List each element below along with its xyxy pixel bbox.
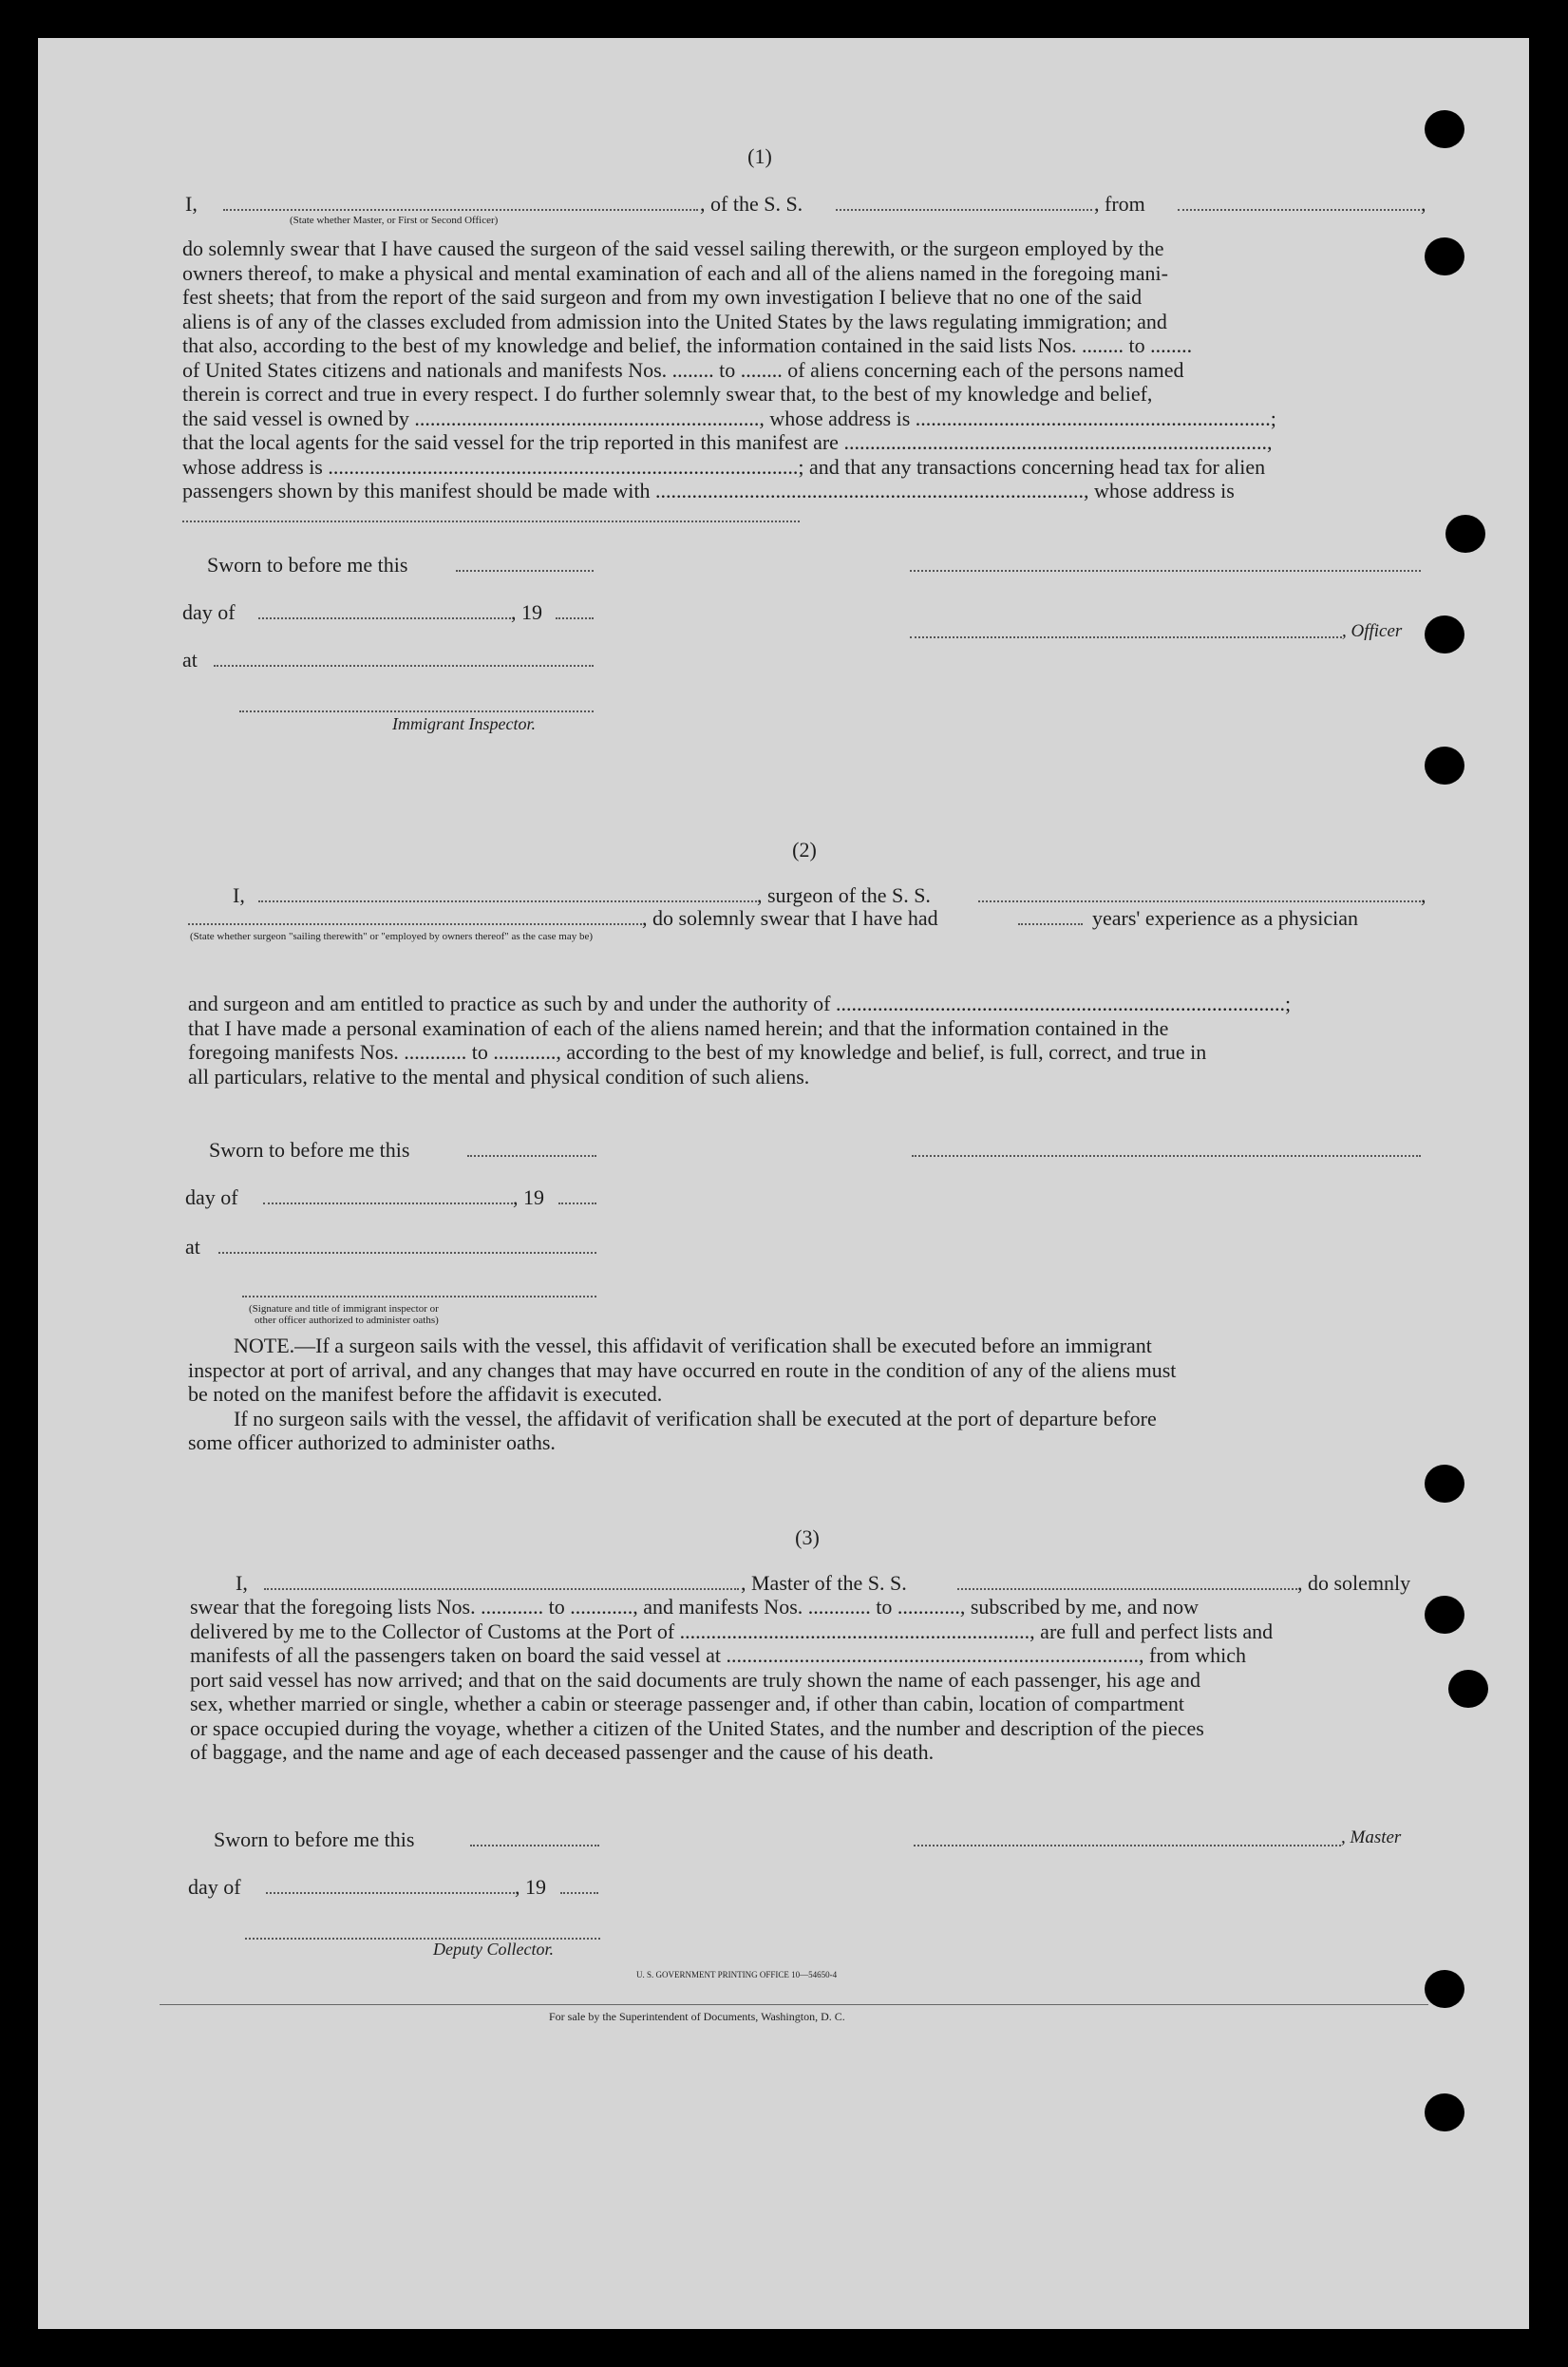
year-line[interactable] (558, 1202, 596, 1204)
day-of-line[interactable] (266, 1892, 515, 1894)
section-3-body (190, 1595, 1426, 1765)
from-label: , from (1094, 192, 1145, 216)
master-name-line[interactable] (264, 1588, 739, 1590)
year-line[interactable] (560, 1892, 598, 1894)
punch-hole (1425, 237, 1464, 275)
body-line: foregoing manifests Nos. ............ to ............, according to the best of my knowledge and belief, is full, correct, and true in (188, 1040, 1207, 1064)
years-line[interactable] (1018, 923, 1083, 925)
section-2-i: I, (233, 883, 245, 907)
signature-hint: (Signature and title of immigrant inspector or (249, 1303, 439, 1315)
signature-hint: other officer authorized to administer oaths) (255, 1315, 439, 1326)
years-label: years' experience as a physician (1092, 906, 1359, 930)
swear-label: , do solemnly swear that I have had (642, 906, 938, 930)
vessel-field-line[interactable] (836, 209, 1092, 211)
body-line: that the local agents for the said vessel for the trip reported in this manifest are ................................................................................., (182, 430, 1273, 454)
body-line: or space occupied during the voyage, whether a citizen of the United States, and the number and description of the pieces (190, 1715, 1204, 1740)
body-line: fest sheets; that from the report of the said surgeon and from my own investigation I believe that no one of the said (182, 285, 1143, 309)
section-1-number: (1) (747, 144, 772, 168)
day-of-line[interactable] (263, 1202, 513, 1204)
day-of-label: day of (188, 1875, 241, 1899)
sworn-date-line[interactable] (470, 1845, 599, 1846)
body-line: the said vessel is owned by .................................................................., whose address is ....................................................................; (182, 406, 1276, 430)
body-line: delivered by me to the Collector of Customs at the Port of ..................................................................., are full and perfect lists and (190, 1619, 1274, 1643)
officer-signature-line[interactable] (910, 570, 1421, 572)
punch-hole (1425, 615, 1464, 653)
master-of-label: , Master of the S. S. (741, 1571, 907, 1595)
day-of-label: day of (182, 600, 236, 624)
section-2-body (188, 992, 1423, 1089)
day-of-line[interactable] (258, 617, 511, 619)
body-line: of United States citizens and nationals and manifests Nos. ........ to ........ of aliens concerning each of the persons named (182, 357, 1184, 382)
note-line: inspector at port of arrival, and any changes that may have occurred en route in the condition of any of the aliens must (188, 1357, 1177, 1382)
section-1-body (182, 237, 1426, 503)
body-line: and surgeon and am entitled to practice as such by and under the authority of ......................................................................................; (188, 992, 1292, 1015)
note-line: If no surgeon sails with the vessel, the affidavit of verification shall be executed at the port of departure before (234, 1406, 1157, 1430)
from-field-line[interactable] (1178, 209, 1420, 211)
body-line: of baggage, and the name and age of each deceased passenger and the cause of his death. (190, 1740, 935, 1764)
do-solemnly-label: , do solemnly (1297, 1571, 1411, 1595)
of-ss-label: , of the S. S. (700, 192, 803, 216)
year-label: , 19 (513, 1185, 544, 1209)
section-3-number: (3) (795, 1525, 820, 1549)
at-label: at (182, 648, 198, 672)
address-continuation-line[interactable] (182, 521, 800, 522)
punch-hole (1425, 747, 1464, 785)
body-line: that I have made a personal examination of each of the aliens named herein; and that the information contained in the (188, 1015, 1169, 1040)
year-label: , 19 (515, 1875, 546, 1899)
note-line: some officer authorized to administer oaths. (188, 1430, 556, 1454)
sworn-label: Sworn to before me this (209, 1138, 410, 1162)
officer-label: , Officer (1342, 621, 1403, 641)
body-line: sex, whether married or single, whether a cabin or steerage passenger and, if other than cabin, location of compartment (190, 1692, 1185, 1715)
footer-rule (160, 2004, 1428, 2005)
section-2-number: (2) (792, 838, 817, 862)
note-line: NOTE.—If a surgeon sails with the vessel, this affidavit of verification shall be executed before an immigrant (234, 1334, 1152, 1357)
body-line: all particulars, relative to the mental and physical condition of such aliens. (188, 1064, 810, 1089)
section-1-i: I, (185, 192, 198, 216)
body-line: passengers shown by this manifest should be made with .................................................................................., whose address is (182, 479, 1235, 502)
body-line: swear that the foregoing lists Nos. ............ to ............, and manifests Nos. ............ to ............, subscribed by me, and now (190, 1595, 1199, 1619)
section-3-i: I, (236, 1571, 248, 1595)
body-line: port said vessel has now arrived; and that on the said documents are truly shown the name of each passenger, his age and (190, 1667, 1200, 1692)
punch-hole (1425, 1970, 1464, 2008)
punch-hole (1425, 1596, 1464, 1634)
body-line: do solemnly swear that I have caused the surgeon of the said vessel sailing therewith, or the surgeon employed by the (182, 237, 1164, 260)
inspector-label: Immigrant Inspector. (392, 714, 536, 733)
body-line: whose address is ..........................................................................................; and that any transactions concerning head tax for alien (182, 454, 1266, 479)
year-line[interactable] (556, 617, 594, 619)
form-sheet: (1) I, (State whether Master, or First or Second Officer) , of the S. S. , from , do solemnly swear that I have caused the surgeon of the said vessel sailing therewith, or the surgeon employed by the owners thereof, to make a physical and mental examination of each and all of the aliens named in the foregoing mani- fest sheets; that from the report of the said surgeon and from my own investigation I believe that no one of the said aliens is of any of the classes excluded from admission into the United States by the laws regulating immigration; and that also, according to the best of my knowledge and belief, the information contained in the said lists Nos. ........ to ........ of United States citizens and nationals and manifests Nos. ........ to ........ of aliens concerning each of the persons named therein is correct and true in every respect. I do further solemnly swear that, to the best of my knowledge and belief, the said vessel is owned by .................................................................., whose address is ....................................................................; that the local agents for the said vessel for the trip reported in this manifest are ................................................................................., whose address is ..........................................................................................; and that any transactions concerning head tax for alien passengers shown by this manifest should be made with .................................................................................., whose address is Sworn to before me this day of , 19 , Officer at Immigrant Inspector. (2) I, , surgeon of the S. S. , , do solemnly swear that I have had years' experience as a physician (State whether surgeon "sailing therewith" or "employed by owners thereof" as the case may be) and surgeon and am entitled to practice as such by and under the authority of ......................................................................................; that I have made a personal examination of each of the aliens named herein; and that the information contained in the foregoing manifests Nos. ............ to ............, according to the best of my knowledge and belief, is full, correct, and true in all particulars, relative to the mental and physical condition of such aliens. Sworn to before me this day of , 19 at (Signature and title of immigrant inspector or other officer authorized to administer oaths) NOTE.—If a surgeon sails with the vessel, this affidavit of verification shall be executed before an immigrant inspector at port of arrival, and any changes that may have occurred en route in the condition of any of the aliens must be noted on the manifest before the affidavit is executed. If no surgeon sails with the vessel, the affidavit of verification shall be executed at the port of departure before some officer authorized to administer oaths. (3) I, , Master of the S. S. , do solemnly swear that the foregoing lists Nos. ............ to ............, and manifests Nos. ............ to ............, subscribed by me, and now delivered by me to the Collector of Customs at the Port of ..................................................................., are full and perfect lists and manifests of all the passengers taken on board the said vessel at ..............................................................................., from which port said vessel has now arrived; and that on the said documents are truly shown the name of each passenger, his age and sex, whether married or single, whether a cabin or steerage passenger and, if other than cabin, location of compartment or space occupied during the voyage, whether a citizen of the United States, and the number and description of the pieces of baggage, and the name and age of each deceased passenger and the cause of his death. Sworn to before me this , Master day of , 19 Deputy Collector. U. S. GOVERNMENT PRINTING OFFICE 10—54650-4 For sale by the Superintendent of Documents, Washington, D. C. (38, 38, 1529, 2329)
state-officer-hint: (State whether Master, or First or Second Officer) (290, 215, 499, 226)
surgeon-vessel-line[interactable] (978, 900, 1421, 902)
at-place-line[interactable] (218, 1252, 596, 1254)
master-signature-line[interactable] (914, 1845, 1341, 1846)
body-line: therein is correct and true in every respect. I do further solemnly swear that, to the best of my knowledge and belief, (182, 382, 1153, 406)
punch-hole (1425, 110, 1464, 148)
inspector-signature-line[interactable] (242, 1296, 596, 1297)
deputy-collector-label: Deputy Collector. (433, 1940, 554, 1959)
note (188, 1334, 1423, 1455)
surgeon-name-line[interactable] (258, 900, 757, 902)
body-line: that also, according to the best of my knowledge and belief, the information contained in the said lists Nos. ........ to ........ (182, 333, 1193, 357)
gpo-imprint: U. S. GOVERNMENT PRINTING OFFICE 10—54650-4 (636, 1970, 838, 1979)
surgeon-status-hint: (State whether surgeon "sailing therewith" or "employed by owners thereof" as the case may be) (190, 931, 594, 942)
surgeon-signature-line[interactable] (912, 1155, 1421, 1157)
sworn-label: Sworn to before me this (214, 1827, 415, 1851)
punch-hole (1445, 515, 1485, 553)
sworn-date-line[interactable] (456, 570, 594, 572)
name-field-line[interactable] (223, 209, 698, 211)
sale-notice: For sale by the Superintendent of Documents, Washington, D. C. (549, 2010, 845, 2023)
note-line: be noted on the manifest before the affidavit is executed. (188, 1382, 663, 1406)
punch-hole (1448, 1670, 1488, 1708)
sworn-label: Sworn to before me this (207, 553, 408, 577)
surgeon-of-label: , surgeon of the S. S. (757, 883, 931, 907)
day-of-label: day of (185, 1185, 238, 1209)
officer-title-line[interactable] (910, 636, 1342, 638)
body-line: owners thereof, to make a physical and mental examination of each and all of the aliens named in the foregoing mani- (182, 260, 1168, 285)
at-label: at (185, 1235, 200, 1259)
punch-hole (1425, 1465, 1464, 1503)
body-line: aliens is of any of the classes excluded from admission into the United States by the laws regulating immigration; and (182, 309, 1167, 333)
sworn-date-line[interactable] (467, 1155, 596, 1157)
body-line: manifests of all the passengers taken on board the said vessel at ..............................................................................., from which (190, 1643, 1247, 1667)
year-label: , 19 (511, 600, 542, 624)
inspector-signature-line[interactable] (239, 710, 594, 712)
punch-hole (1425, 2093, 1464, 2131)
surgeon-status-line[interactable] (188, 923, 642, 925)
master-vessel-line[interactable] (957, 1588, 1297, 1590)
master-label: , Master (1341, 1827, 1402, 1847)
at-place-line[interactable] (214, 665, 594, 667)
